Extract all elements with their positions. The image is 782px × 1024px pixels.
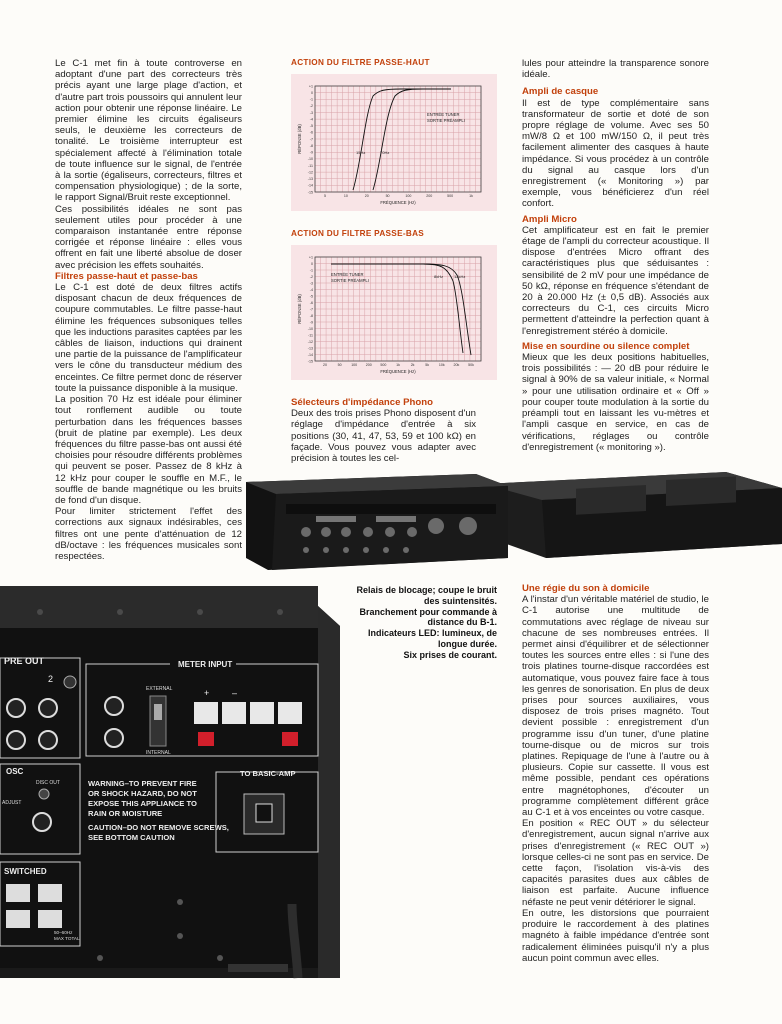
column-middle <box>291 397 476 464</box>
chart-title-low-pass: ACTION DU FILTRE PASSE-BAS <box>291 229 425 238</box>
curve-label: 15Hz <box>356 150 366 155</box>
label-minus: – <box>232 688 238 698</box>
x-tick-label: 50k <box>468 363 474 367</box>
paragraph: A l'instar d'un véritable matériel de studio, le C-1 autorise une multitude de commutations avec réglage de niveau sur chacune de ses nombreuses entrées. Il permet ainsi d'équilibrer et de sélectionner toutes les sources entre elles : si l'une des trois platines tourne-disque raccordées est automatique, vous pouvez faire face à tous les genres de sonorisation. En plus de deux prises pour sources auxiliaires, vous disposez de trois prises magnéto. Tout devient possible : enregistrement d'un programme issu d'un tuner, d'une platine tourne-disque ou de micros sur trois platines. Repiquage de l'une à l'autre ou à plusieurs. Copie sur cassette. Il vous est même possible, pendant ces opérations entre magnétophones, d'écouter un programme complètement différent grâce au C-1 et à vos enceintes ou votre casque. <box>522 594 709 819</box>
high-pass-chart <box>291 74 497 211</box>
label-plus: + <box>204 688 210 698</box>
warning-line: RAIN OR MOISTURE <box>88 809 163 818</box>
low-pass-chart-svg <box>291 245 497 380</box>
curve-70hz <box>373 89 451 190</box>
y-tick-label: -7 <box>309 307 313 312</box>
chart-title-high-pass: ACTION DU FILTRE PASSE-HAUT <box>291 58 430 67</box>
y-tick-label: -1 <box>309 97 313 102</box>
x-axis-label: FRÉQUENCE (Hz) <box>380 200 416 205</box>
section-heading: Ampli Micro <box>522 213 577 225</box>
y-tick-label: -3 <box>309 110 313 115</box>
y-tick-label: -6 <box>309 300 313 305</box>
low-pass-chart <box>291 245 497 380</box>
x-tick-label: 50 <box>385 194 390 198</box>
x-tick-label: 1k <box>469 194 473 198</box>
paragraph: La position 70 Hz est idéale pour éliminer tout ronflement audible ou toute perturbation dans les fréquences basses (bruit de platine par exemple). Les deux fréquences du filtre passe-bas ont aussi été choisies pour résoudre différents problèmes qui peuvent se poser. Passez de 8 kHz à 12 kHz pour couper le souffle en M.F., le souffle de bande magnétique ou les bruits de fond d'un disque. <box>55 394 242 506</box>
y-tick-label: -13 <box>307 177 313 182</box>
y-tick-label: -12 <box>307 170 313 175</box>
label-switched: SWITCHED <box>4 867 47 876</box>
paragraph: En position « REC OUT » du sélecteur d'enregistrement, aucun signal n'arrive aux prises d'enregistrement (« REC OUT ») lorsque celles-ci ne sont pas en service. De cette façon, l'isolation vis-à-vis des capacités parasites dues aux câbles de liaison est parfaite. Aucune influence néfaste ne peut venir détériorer le signal. <box>522 818 709 908</box>
y-tick-label: -14 <box>307 183 313 188</box>
caption-line: Indicateurs LED: lumineux, de longue durée. <box>367 628 497 649</box>
x-tick-label: 10k <box>438 363 445 367</box>
label-2: 2 <box>48 674 54 684</box>
x-tick-label: 20 <box>364 194 369 198</box>
caution-line: CAUTION–DO NOT REMOVE SCREWS, <box>88 823 229 832</box>
y-tick-label: -1 <box>309 268 313 273</box>
label-to-basic-amp: TO BASIC-AMP <box>240 769 296 778</box>
label-adjust: ADJUST <box>2 800 22 806</box>
warning-line: WARNING–TO PREVENT FIRE <box>88 779 197 788</box>
y-tick-label: -5 <box>309 294 313 299</box>
section-heading: Une régie du son à domicile <box>522 583 650 594</box>
label-external: EXTERNAL <box>146 686 173 692</box>
product-photo-front <box>246 466 782 576</box>
y-tick-label: -15 <box>307 190 313 195</box>
caption-line: Relais de blocage; coupe le bruit des suintensités. <box>356 585 497 606</box>
x-tick-label: 1k <box>396 363 400 367</box>
y-tick-label: -8 <box>309 313 313 318</box>
x-tick-label: 100 <box>405 194 412 198</box>
y-tick-label: -4 <box>309 287 313 292</box>
curve-label: 12kHz <box>454 274 466 279</box>
y-tick-label: 0 <box>311 90 313 95</box>
y-tick-label: +1 <box>308 255 313 260</box>
paragraph: Cet amplificateur est en fait le premier étage de l'ampli du correcteur acoustique. Il dispose d'entrées Micro offrant des caractéristiques plus que séduisantes : sensibilité de 2 mV pour une impédance de 50 kΩ, réponse en fréquence s'étendant de 20 à 20.000 Hz (± 0,5 dB). Associés aux correcteurs du C-1, ces circuits Micro permettent d'atteindre la perfection quant à l'enregistrement stéréo à domicile. <box>522 224 709 337</box>
y-tick-label: -11 <box>308 163 313 168</box>
legend-line: SORTIE PRÉAMPLI <box>427 118 465 123</box>
photo-caption <box>352 585 497 661</box>
paragraph: En outre, les distorsions que pourraient produire le raccordement à des platines magnéto à faible impédance d'entrée sont radicalement éliminées puisqu'il n'y a plus aucun point commun avec elles. <box>522 907 709 964</box>
amplifier-front-image <box>246 466 782 576</box>
rating-line: MAX TOTAL <box>54 936 80 941</box>
y-tick-label: -10 <box>307 157 313 162</box>
y-tick-label: -12 <box>307 339 313 344</box>
legend-line: ENTRÉE TUNER <box>331 272 364 277</box>
y-tick-label: +1 <box>308 84 313 89</box>
paragraph: Le C-1 est doté de deux filtres actifs disposant chacun de deux fréquences de coupure commutables. Le filtre passe-haut élimine les fréquences subsoniques telles que les inductions parasites captées par les câbles de liaison, inductions qui drainent une partie de la puissance de l'amplificateur vers le cône du transducteur médium des enceintes. Ce filtre permet donc de réserver toute la puissance disponible à la musique. <box>55 282 242 394</box>
x-tick-label: 200 <box>365 363 372 367</box>
y-tick-label: -11 <box>308 333 313 338</box>
y-tick-label: -2 <box>309 104 313 109</box>
y-tick-label: -9 <box>309 320 313 325</box>
y-tick-label: -14 <box>307 352 313 357</box>
legend-line: ENTRÉE TUNER <box>427 112 460 117</box>
x-tick-label: 5k <box>425 363 430 367</box>
label-meter-input: METER INPUT <box>178 660 233 669</box>
x-tick-label: 5 <box>324 194 326 198</box>
label-osc: OSC <box>6 767 24 776</box>
y-axis-label: RÉPONSE (dB) <box>297 124 302 154</box>
x-tick-label: 10 <box>343 194 348 198</box>
warning-line: EXPOSE THIS APPLIANCE TO <box>88 799 197 808</box>
x-axis-label: FRÉQUENCE (Hz) <box>380 369 416 374</box>
y-tick-label: -4 <box>309 117 313 122</box>
caution-line: SEE BOTTOM CAUTION <box>88 833 175 842</box>
section-heading: Sélecteurs d'impédance Phono <box>291 397 433 408</box>
caption-line: Branchement pour commande à distance du B-1. <box>359 606 497 628</box>
x-tick-label: 100 <box>351 363 358 367</box>
paragraph: Pour limiter strictement l'effet des corrections aux signaux indésirables, ces filtres ont une pente d'atténuation de 12 dB/octave : les fréquences musicales sont respectées. <box>55 506 242 562</box>
y-tick-label: -10 <box>307 326 313 331</box>
caption-line: Six prises de courant. <box>403 649 497 660</box>
y-tick-label: -8 <box>309 143 313 148</box>
y-tick-label: -7 <box>309 137 313 142</box>
curve-label: 70Hz <box>380 150 390 155</box>
x-tick-label: 20 <box>323 363 327 367</box>
y-tick-label: -13 <box>307 346 313 351</box>
x-tick-label: 200 <box>426 194 433 198</box>
paragraph: Ces possibilités idéales ne sont pas seulement utiles pour procéder à une comparaison instantanée entre réponse corrigée et réponse linéaire : elles vous offrent en fait une liberté absolue de doser avec précision les effets souhaités. <box>55 203 242 271</box>
curve-label: 8kHz <box>434 274 444 279</box>
y-tick-label: -5 <box>309 124 313 129</box>
warning-line: OR SHOCK HAZARD, DO NOT <box>88 789 197 798</box>
section-heading: Filtres passe-haut et passe-bas <box>55 270 198 282</box>
section-heading: Ampli de casque <box>522 86 599 98</box>
high-pass-chart-svg <box>291 74 497 211</box>
y-axis-label: RÉPONSE (dB) <box>297 294 302 324</box>
column-right-top <box>522 58 709 453</box>
rating-line: 50–60Hz <box>54 930 73 935</box>
paragraph: Il est de type complémentaire sans transformateur de sortie et doté de son propre réglage de volume. Avec ses 50 mW/8 Ω et 100 mW/150 Ω, il peut très facilement alimenter des casques à haute impédance. Si vous procédez à un contrôle du signal au casque lors d'un enregistrement (« Monitoring ») par exemple, vous bénéficierez d'un réel confort. <box>522 97 709 210</box>
rear-panel-image <box>0 586 340 986</box>
y-tick-label: -3 <box>309 281 313 286</box>
x-tick-label: 2k <box>410 363 415 367</box>
paragraph: Le C-1 met fin à toute controverse en adoptant d'une part des correcteurs très précis ayant une large plage d'action, et d'autre part trois poussoirs qui annulent leur action pour obtenir une réponse linéaire. Le premier élimine les circuits égaliseurs seuls, le deuxième les correcteurs de tonalité. Le troisième interrupteur est spécialement affecté à l'élimination totale de toute influence sur le signal, de l'entrée à la sortie (égaliseurs, correcteurs, filtres et compensation physiologique) ; de la sorte, le rapport Signal/Bruit reste exceptionnel. <box>55 58 242 204</box>
column-right-bottom <box>522 583 709 964</box>
curve-15hz <box>353 89 451 190</box>
label-disc-out: DISC OUT <box>36 780 60 786</box>
y-tick-label: -6 <box>309 130 313 135</box>
y-tick-label: -2 <box>309 274 313 279</box>
paragraph: Deux des trois prises Phono disposent d'un réglage d'impédance d'entrée à six positions (30, 41, 47, 53, 59 et 100 kΩ) en façade. Vous pouvez vous adapter avec précision à toutes les cel- <box>291 408 476 465</box>
y-tick-label: 0 <box>311 261 313 266</box>
x-tick-label: 50 <box>337 363 342 367</box>
y-tick-label: -9 <box>309 150 313 155</box>
legend-line: SORTIE PRÉAMPLI <box>331 278 369 283</box>
column-left <box>55 58 242 562</box>
x-tick-label: 500 <box>380 363 387 367</box>
x-tick-label: 500 <box>447 194 454 198</box>
paragraph: Mieux que les deux positions habituelles, trois possibilités : — 20 dB pour réduire le signal à 90% de sa valeur initiale, « Normal » pour une utilisation ordinaire et « Off » pour couper toute modulation à la sortie du préampli tout en laissant les vu-mètres et l'ampli casque en service, en cas de vérifications, réglages ou contrôle d'enregistrement (« monitoring »). <box>522 352 709 453</box>
label-internal: INTERNAL <box>146 750 171 756</box>
x-tick-label: 20k <box>453 363 460 367</box>
rear-panel-photo <box>0 586 340 986</box>
label-pre-out: PRE OUT <box>4 656 45 666</box>
y-tick-label: -15 <box>307 359 313 364</box>
section-heading: Mise en sourdine ou silence complet <box>522 340 690 352</box>
paragraph: lules pour atteindre la transparence sonore idéale. <box>522 58 709 81</box>
